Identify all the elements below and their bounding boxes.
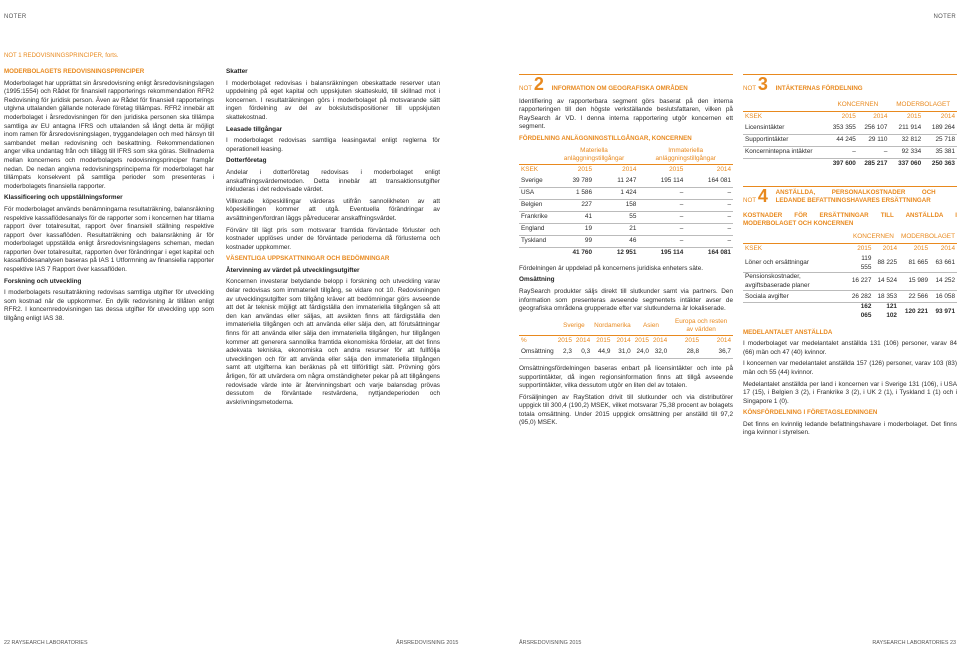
paragraph: I moderbolaget redovisas samtliga leasingavtal enligt reglerna för operationell leasing. xyxy=(226,137,440,153)
group-header: KONCERNEN xyxy=(848,232,899,244)
column-1 xyxy=(4,68,214,327)
footer-right-page: RAYSEARCH LABORATORIES 23 xyxy=(872,640,956,646)
year-header: 2014 xyxy=(716,337,731,345)
table-cell: 14 524 xyxy=(873,273,899,291)
table-cell: 44,9 xyxy=(592,347,612,359)
page-header-right: NOTER xyxy=(933,14,956,20)
table-cell: 11 247 xyxy=(594,176,638,188)
paragraph: Förvärv till lägt pris som motsvarar framtida förväntade förluster och kostnader upplöses under de förväntade perioderna då förlusterna och kostnader uppkommer. xyxy=(226,226,440,251)
paragraph: Omsättningsfördelningen baseras enbart på licensintäkter och inte på supportintäkter, då ingen regionsinformation finns att tillgå avseende supportintäkter, vilka dessutom utgör en liten del av totalen. xyxy=(519,364,733,390)
footer-left-page: 22 RAYSEARCH LABORATORIES xyxy=(4,640,88,646)
table-cell: 2,3 xyxy=(556,347,574,359)
note-3-header xyxy=(743,74,957,94)
total-cell: 121 102 xyxy=(886,303,897,319)
page-header-left: NOTER xyxy=(4,14,27,20)
paragraph: RaySearch produkter säljs direkt till slutkunder samt via partners. Den information som presenteras avseende segmentets intäkter avser de geografiska områdena grupperade efter var slutkunderna är lokaliserade. xyxy=(519,287,733,313)
column-3 xyxy=(519,74,733,431)
year-header: 2015 xyxy=(857,245,872,253)
table-cell: 25 718 xyxy=(923,134,957,146)
row-label: Licensintäkter xyxy=(743,123,826,135)
table-cell: 41 xyxy=(550,211,594,223)
note-label: NOT xyxy=(743,85,757,92)
table-cell: 1 586 xyxy=(550,187,594,199)
footer-left-title: ÅRSREDOVISNING 2015 xyxy=(396,640,459,646)
income-table xyxy=(743,100,957,170)
row-label: Belgien xyxy=(519,199,550,211)
note-number: 2 xyxy=(533,74,544,94)
table-cell: 26 282 xyxy=(848,291,874,303)
year-header: 2015 xyxy=(906,112,922,120)
paragraph: Andelar i dotterföretag redovisas i moderbolaget enligt anskaffningsvärdemetoden. Detta innebär att transaktionsutgifter inkluderas i det redovisade värdet. xyxy=(226,168,440,194)
note-label: NOT xyxy=(743,196,757,204)
year-header: 2014 xyxy=(716,165,731,173)
heading-fordelning: FÖRDELNING ANLÄGGNINGSTILLGÅNGAR, KONCERNEN xyxy=(519,134,692,142)
table-row xyxy=(519,211,733,223)
total-cell: 250 363 xyxy=(931,159,955,167)
table-cell: 21 xyxy=(594,223,638,235)
paragraph: I moderbolaget redovisas i balansräkningen obeskattade reserver utan uppdelning på eget kapital och uppskjuten skatteskuld, till skillnad mot i koncernen. I resultaträkningen görs i moderbolaget på motsvarande sätt ingen fördelning av del av bokslutsdispositioner till uppskjuten skattekostnad. xyxy=(226,79,440,121)
row-label: Omsättning xyxy=(519,347,556,359)
year-header: 2014 xyxy=(873,112,888,120)
year-header: 2015 xyxy=(634,337,649,345)
table-row xyxy=(743,123,957,135)
table-row xyxy=(519,176,733,188)
table-cell: 256 107 xyxy=(858,123,890,135)
heading-klassificering: Klassificering och uppställningsformer xyxy=(4,194,123,202)
group-header: Materiella anläggningstillgångar xyxy=(550,147,639,165)
table-row xyxy=(519,199,733,211)
row-label: USA xyxy=(519,187,550,199)
table-cell: 18 353 xyxy=(873,291,899,303)
paragraph: Koncernen investerar betydande belopp i forskning och utveckling varav delar redovisas som immateriell tillgång, se vidare not 10. Redovisningen av utvecklingsutgifter som tillgång kräver att bedömningar görs avseende att det är teknisk möjligt att färdigställa den immateriella tillgången så att den kan användas eller säljas, att avsikten finns att färdigställa den immateriella tillgången och att använda eller sälja den, att förutsättningar finns för att använda eller sälja den immateriella tillgången, hur tillgången kommer att generera sannolika framtida ekonomiska fördelar, att det finns adekvata tekniska, ekonomiska och andra resurser för att fullfölja utvecklingen och för att använda eller sälja den immateriella tillgången samt att utgifterna kan beräknas på ett tillförlitligt sätt. Prövning görs årligen, för att utvärdera om några omständigheter pekar på att tillgångens redovisade värde inte är återvinningsbart och varje balansdag prövas dessutom de förväntade restvärdena, nyttjandeperioden och avskrivningsmetoderna. xyxy=(226,278,440,406)
total-cell: 337 060 xyxy=(898,159,922,167)
heading-konsfordelning: KÖNSFÖRDELNING I FÖRETAGSLEDNINGEN xyxy=(743,409,878,417)
table-cell: 22 566 xyxy=(899,291,930,303)
group-header: Europa och resten av världen xyxy=(669,318,733,336)
total-cell: 285 217 xyxy=(864,159,888,167)
table-cell: 32,0 xyxy=(651,347,669,359)
total-cell: 162 065 xyxy=(860,303,872,319)
row-label: Supportintäkter xyxy=(743,134,826,146)
year-header: 2015 xyxy=(577,165,592,173)
table-cell: – xyxy=(638,199,685,211)
heading-medelantal: MEDELANTALET ANSTÄLLDA xyxy=(743,328,833,336)
year-header: 2014 xyxy=(940,112,955,120)
total-cell: 397 600 xyxy=(832,159,856,167)
table-cell: 211 914 xyxy=(889,123,923,135)
group-header: MODERBOLAGET xyxy=(899,232,957,244)
table-cell: 88 225 xyxy=(873,255,899,273)
note-title: ANSTÄLLDA, PERSONALKOSTNADER OCH LEDANDE BEFATTNINGSHAVARES ERSÄTTNINGAR xyxy=(775,188,936,205)
table-cell: 19 xyxy=(550,223,594,235)
table-cell: 39 789 xyxy=(550,176,594,188)
heading-atervinning: Återvinning av värdet på utvecklingsutgifter xyxy=(226,266,360,274)
note-title: INFORMATION OM GEOGRAFISKA OMRÅDEN xyxy=(551,85,688,92)
table-row xyxy=(743,273,957,291)
row-label: Sverige xyxy=(519,176,550,188)
heading-skatter: Skatter xyxy=(226,68,248,75)
year-header: 2015 xyxy=(557,337,572,345)
column-4 xyxy=(743,74,957,441)
row-label: Tyskland xyxy=(519,235,550,247)
table-cell: – xyxy=(685,235,733,247)
paragraph: Moderbolaget har upprättat sin årsredovisning enligt årsredovisningslagen (1995:1554) och Rådet för finansiell rapporterings rekommendation RFR2 Redovisning för juridisk person. Även av Rådet för finansiell rapporterings utgivna uttalanden gällande noterade företag tillämpas. RFR2 innebär att moderbolaget i årsredovisningen för den juridiska personen ska tillämpa samtliga av EU antagna IFRS och uttalanden så långt detta är möjligt inom ramen för årsredovisningslagen, tryggandelagen och med hänsyn till sambandet mellan redovisning och beskattning. Rekommendationen anger vilka undantag från och tillägg till IFRS som ska göras. Skillnaderna mellan koncernens och moderbolagets redovisningsprinciper framgår nedan. De nedan angivna redovisningsprinciperna för moderbolaget har tillämpats konsekvent på samtliga perioder som presenteras i moderbolagets finansiella rapporter. xyxy=(4,79,214,190)
paragraph: I moderbolagets resultaträkning redovisas samtliga utgifter för utveckling som kostnad när de uppkommer. En dylik redovisning är tillåten enligt RFR2. I koncernredovisningen tas dessa utgifter för utveckling upp som tillgång enligt IAS 38. xyxy=(4,289,214,323)
table-cell: – xyxy=(638,223,685,235)
unit-label: KSEK xyxy=(521,165,539,173)
unit-label: KSEK xyxy=(745,112,763,120)
year-header: 2015 xyxy=(684,337,700,345)
total-cell: 41 760 xyxy=(572,248,592,256)
table-cell: – xyxy=(638,211,685,223)
table-cell: 164 081 xyxy=(685,176,733,188)
year-header: 2015 xyxy=(596,337,611,345)
table-cell: 28,8 xyxy=(669,347,701,359)
total-cell: 120 221 xyxy=(904,307,929,315)
table-cell: – xyxy=(685,199,733,211)
table-cell: 55 xyxy=(594,211,638,223)
total-cell: 195 114 xyxy=(660,248,684,256)
year-header: 2015 xyxy=(913,245,929,253)
year-header: 2014 xyxy=(882,245,897,253)
paragraph: I koncernen var medelantalet anställda 157 (126) personer, varav 103 (83) män och 55 (44) kvinnor. xyxy=(743,360,957,376)
paragraph: Fördelningen är uppdelad på koncernens juridiska enheters säte. xyxy=(519,264,704,272)
table-cell: 0,3 xyxy=(574,347,592,359)
group-header: MODERBOLAGET xyxy=(889,100,957,112)
heading-kostnader: KOSTNADER FÖR ERSÄTTNINGAR TILL ANSTÄLLDA I MODERBOLAGET OCH KONCERNEN xyxy=(743,211,957,228)
unit-label: KSEK xyxy=(745,245,763,253)
table-cell: 32 812 xyxy=(889,134,923,146)
row-label: Koncernintерna intäkter xyxy=(743,146,826,158)
table-cell: 158 xyxy=(594,199,638,211)
note-4-header xyxy=(743,186,957,206)
table-cell: 92 334 xyxy=(889,146,923,158)
table-cell: 24,0 xyxy=(633,347,651,359)
year-header: 2014 xyxy=(622,165,637,173)
table-row xyxy=(743,146,957,158)
paragraph: Försäljningen av RayStation drivit till slutkunder och via distributörer uppgick till 300,4 (190,2) MSEK, vilket motsvarar 75,38 procent av bolagets totala omsättning. Under 2015 uppgick omsättning per anställd till 97,2 (95,0) MSEK. xyxy=(519,393,733,427)
table-row xyxy=(519,235,733,247)
heading-forskning: Forskning och utveckling xyxy=(4,277,82,285)
note-number: 4 xyxy=(757,185,768,206)
table-cell: 44 245 xyxy=(826,134,858,146)
table-cell: 227 xyxy=(550,199,594,211)
row-label: Sociala avgifter xyxy=(743,291,848,303)
table-cell: 119 555 xyxy=(848,255,874,273)
table-cell: – xyxy=(685,187,733,199)
table-cell: 46 xyxy=(594,235,638,247)
heading-leasade: Leasade tillgångar xyxy=(226,125,283,133)
paragraph: Det finns en kvinnlig ledande befattningshavare i moderbolaget. Det finns inga kvinnor i styrelsen. xyxy=(743,420,957,437)
table-cell: 35 381 xyxy=(923,146,957,158)
group-header: KONCERNEN xyxy=(826,100,889,112)
section-label: NOT 1 REDOVISNINGSPRINCIPER, forts. xyxy=(4,53,119,59)
table-cell: – xyxy=(638,187,685,199)
year-header: 2014 xyxy=(652,337,668,345)
column-2 xyxy=(226,68,440,410)
unit-label: % xyxy=(521,337,527,345)
table-cell: 16 058 xyxy=(930,291,957,303)
table-cell: – xyxy=(638,235,685,247)
year-header: 2014 xyxy=(940,245,955,253)
heading-moderbolagets-principer: MODERBOLAGETS REDOVISNINGSPRINCIPER xyxy=(4,68,145,75)
row-label: Frankrike xyxy=(519,211,550,223)
total-cell: 164 081 xyxy=(707,248,731,256)
row-label: Löner och ersättningar xyxy=(743,255,848,273)
table-row xyxy=(519,223,733,235)
year-header: 2015 xyxy=(669,165,684,173)
paragraph: Identifiering av rapporterbara segment görs baserat på den interna rapporteringen till den högste verkställande beslutsfattaren, vilken på RaySearch är VD. I denna interna rapportering utgör koncernen ett segment. xyxy=(519,97,733,131)
paragraph: I moderbolaget var medelantalet anställda 131 (106) personer, varav 84 (66) män och 47 (40) kvinnor. xyxy=(743,340,957,356)
total-cell: 93 971 xyxy=(935,307,955,315)
table-cell: 189 264 xyxy=(923,123,957,135)
table-row xyxy=(519,187,733,199)
table-cell: 31,0 xyxy=(612,347,632,359)
table-cell: 14 252 xyxy=(930,273,957,291)
table-cell: 99 xyxy=(550,235,594,247)
assets-table xyxy=(519,147,733,259)
table-cell: 15 989 xyxy=(899,273,930,291)
paragraph: Medelantalet anställda per land i koncernen var i Sverige 131 (106), i USA 17 (15), i Belgien 3 (2), i Frankrike 3 (2), i UK 2 (1), i Tyskland 1 (1) och i Singapore 1 (0). xyxy=(743,380,957,405)
total-cell: 12 951 xyxy=(616,248,637,256)
table-cell: – xyxy=(685,211,733,223)
footer-right-title: ÅRSREDOVISNING 2015 xyxy=(519,640,582,646)
row-label: Pensionskostnader, avgiftsbaserade planer xyxy=(743,273,848,291)
group-header: Nordamerika xyxy=(592,318,633,336)
table-cell: 1 424 xyxy=(594,187,638,199)
paragraph: För moderbolaget används benämningarna resultaträkning, balansräkning respektive kassaflödesanalys för de rapporter som i koncernen har titlarna rapport över totalresultat, rapport över finansiell ställning respektive rapport över kassaflöden. Resultaträkning och balansräkning är för moderbolaget uppställda enligt årsredovisningslagens scheman, medan rapporten över totalresultat, rapporten över förändringar i eget kapital och kassaflödesanalysen baseras på IAS 1 Utformning av finansiella rapporter respektive IAS 7 Rapport över kassaflöden. xyxy=(4,205,214,274)
group-header: Sverige xyxy=(556,318,592,336)
table-cell: 81 665 xyxy=(899,255,930,273)
heading-dotterforetag: Dotterföretag xyxy=(226,157,267,165)
table-cell: – xyxy=(858,146,890,158)
table-row xyxy=(743,291,957,303)
year-header: 2015 xyxy=(841,112,856,120)
table-cell: 29 110 xyxy=(858,134,890,146)
row-label: England xyxy=(519,223,550,235)
note-label: NOT xyxy=(519,85,533,92)
group-header: Asien xyxy=(633,318,669,336)
year-header: 2014 xyxy=(575,337,591,345)
revenue-table xyxy=(519,318,733,359)
table-cell: 195 114 xyxy=(638,176,685,188)
table-cell: – xyxy=(826,146,858,158)
table-row xyxy=(743,255,957,273)
year-header: 2014 xyxy=(616,337,631,345)
table-cell: 353 355 xyxy=(826,123,858,135)
heading-omsattning: Omsättning xyxy=(519,276,555,284)
table-cell: 16 227 xyxy=(848,273,874,291)
note-title: INTÄKTERNAS FÖRDELNING xyxy=(775,85,863,92)
personnel-table xyxy=(743,232,957,321)
table-cell: – xyxy=(685,223,733,235)
note-number: 3 xyxy=(757,74,768,94)
table-cell: 63 661 xyxy=(930,255,957,273)
note-2-header xyxy=(519,74,733,94)
group-header: Immateriella anläggningstillgångar xyxy=(638,147,733,165)
paragraph: Villkorade köpeskillingar värderas utifrån sannolikheten av att köpeskillingen kommer att utgå. Eventuella förändringar av avsättningen/fordran läggs på/reducerar anskaffningsvärdet. xyxy=(226,197,440,222)
heading-uppskattningar: VÄSENTLIGA UPPSKATTNINGAR OCH BEDÖMNINGAR xyxy=(226,255,390,263)
table-row xyxy=(743,134,957,146)
table-cell: 36,7 xyxy=(701,347,733,359)
